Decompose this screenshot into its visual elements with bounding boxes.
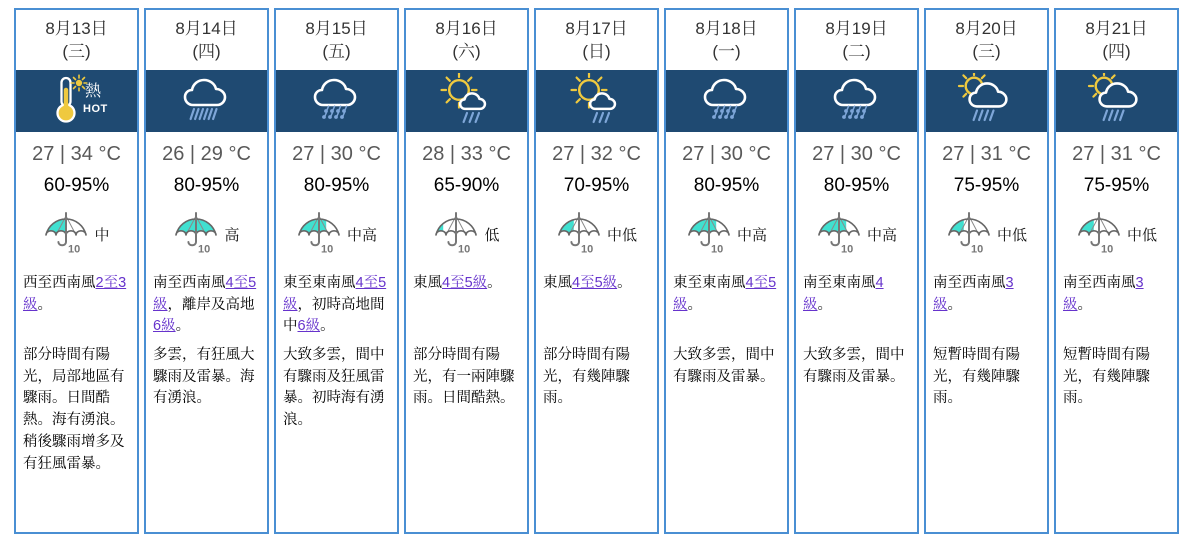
psr-row xyxy=(16,211,137,258)
psr-umbrella-icon xyxy=(296,211,342,258)
forecast-date xyxy=(536,10,657,70)
wind-text-segment: 。 xyxy=(687,296,702,313)
psr-level-label: 中低 xyxy=(1126,226,1157,244)
temperature-range: 27 | 32 °C xyxy=(552,142,641,165)
wind-text-segment: 。 xyxy=(175,318,191,335)
wind-description xyxy=(283,273,390,339)
wind-text-segment: 南至東南風 xyxy=(803,274,876,291)
forecast-date xyxy=(666,10,787,70)
wind-text-segment: 。 xyxy=(37,296,52,313)
forecast-day-card xyxy=(404,8,529,534)
psr-umbrella-graphic xyxy=(296,211,342,253)
wind-force-link[interactable]: 3級 xyxy=(933,274,1014,313)
psr-row xyxy=(146,211,267,258)
forecast-day-card xyxy=(924,8,1049,534)
cloudy-sun-shower-icon xyxy=(1077,73,1157,129)
wind-text-segment: ，離岸及高地 xyxy=(167,296,255,313)
date-text: 8月18日 xyxy=(695,19,758,38)
wind-force-link[interactable]: 4至5級 xyxy=(153,274,257,313)
date-text: 8月14日 xyxy=(175,19,238,38)
weather-icon-band xyxy=(146,70,267,132)
psr-level-label: 中低 xyxy=(606,226,637,244)
wind-description xyxy=(1063,273,1170,339)
psr-umbrella-icon xyxy=(946,211,992,258)
temperature-range: 27 | 30 °C xyxy=(682,142,771,165)
drizzle-icon xyxy=(687,73,767,129)
wind-force-link[interactable]: 4至5級 xyxy=(572,274,618,291)
temperature-range: 27 | 30 °C xyxy=(292,142,381,165)
wind-text-segment: 。 xyxy=(947,296,962,313)
drizzle-icon xyxy=(687,73,767,129)
forecast-day-card xyxy=(274,8,399,534)
svg-text:10: 10 xyxy=(970,243,984,253)
weather-description: 大致多雲，間中有驟雨及狂風雷暴。初時海有湧浪。 xyxy=(283,346,385,429)
date-text: 8月19日 xyxy=(825,19,888,38)
forecast-date xyxy=(406,10,527,70)
humidity-range: 75-95% xyxy=(953,174,1020,196)
cloudy-sun-shower-icon xyxy=(947,73,1027,129)
weather-description: 大致多雲，間中有驟雨及雷暴。 xyxy=(803,346,905,385)
psr-umbrella-graphic xyxy=(1076,211,1122,253)
wind-text-segment: 東風 xyxy=(543,274,572,291)
drizzle-icon xyxy=(297,73,377,129)
humidity-range: 65-90% xyxy=(433,174,500,196)
weather-description: 多雲，有狂風大驟雨及雷暴。海有湧浪。 xyxy=(153,346,255,407)
temperature-range: 27 | 34 °C xyxy=(32,142,121,165)
date-text: 8月21日 xyxy=(1085,19,1148,38)
weather-icon-band xyxy=(666,70,787,132)
psr-umbrella-graphic xyxy=(173,211,219,253)
hot-icon xyxy=(37,73,117,129)
date-text: 8月15日 xyxy=(305,19,368,38)
svg-text:10: 10 xyxy=(68,243,81,253)
psr-row xyxy=(1056,211,1177,258)
svg-text:10: 10 xyxy=(840,243,854,253)
psr-umbrella-graphic xyxy=(686,211,732,253)
wind-description xyxy=(933,273,1040,339)
wind-force-link[interactable]: 4至5級 xyxy=(442,274,488,291)
humidity-range: 60-95% xyxy=(43,174,110,196)
temperature-range: 28 | 33 °C xyxy=(422,142,511,165)
weather-icon-band xyxy=(536,70,657,132)
weather-description: 短暫時間有陽光，有幾陣驟雨。 xyxy=(933,346,1020,407)
svg-text:HOT: HOT xyxy=(82,102,108,115)
wind-description xyxy=(803,273,910,339)
wind-force-link[interactable]: 6級 xyxy=(297,318,321,335)
wind-text-segment: 。 xyxy=(1077,296,1092,313)
weather-icon-band xyxy=(1056,70,1177,132)
drizzle-icon xyxy=(297,73,377,129)
wind-description xyxy=(413,273,520,339)
weather-description: 部分時間有陽光，有幾陣驟雨。 xyxy=(543,346,630,407)
psr-level-label: 低 xyxy=(484,226,500,244)
wind-description xyxy=(543,273,650,339)
sun-shower-icon xyxy=(427,73,507,129)
temperature-range: 26 | 29 °C xyxy=(162,142,251,165)
temperature-range: 27 | 30 °C xyxy=(812,142,901,165)
wind-force-link[interactable]: 4級 xyxy=(803,274,884,313)
psr-umbrella-graphic xyxy=(433,211,479,253)
humidity-range: 80-95% xyxy=(693,174,760,196)
temperature-range: 27 | 31 °C xyxy=(942,142,1031,165)
forecast-day-card xyxy=(1054,8,1179,534)
psr-level-label: 中 xyxy=(94,226,110,244)
weekday-text: (六) xyxy=(452,41,481,61)
psr-umbrella-icon xyxy=(433,211,479,258)
psr-umbrella-graphic xyxy=(816,211,862,253)
rain-icon xyxy=(167,73,247,129)
weather-icon-band xyxy=(16,70,137,132)
forecast-date xyxy=(1056,10,1177,70)
wind-force-link[interactable]: 4至5級 xyxy=(673,274,777,313)
forecast-day-card xyxy=(534,8,659,534)
psr-row xyxy=(276,211,397,258)
weekday-text: (三) xyxy=(972,41,1001,61)
weather-description: 部分時間有陽光，有一兩陣驟雨。日間酷熱。 xyxy=(413,346,515,407)
psr-umbrella-graphic xyxy=(556,211,602,253)
wind-text-segment: 西至西南風 xyxy=(23,274,96,291)
svg-text:10: 10 xyxy=(1100,243,1114,253)
wind-text-segment: 。 xyxy=(320,318,335,335)
wind-text-segment: 南至西南風 xyxy=(1063,274,1136,291)
forecast-date xyxy=(276,10,397,70)
sun-shower-icon xyxy=(427,73,507,129)
psr-umbrella-icon xyxy=(556,211,602,258)
svg-text:10: 10 xyxy=(580,243,594,253)
weekday-text: (二) xyxy=(842,41,871,61)
forecast-day-card xyxy=(664,8,789,534)
psr-umbrella-icon xyxy=(686,211,732,258)
weekday-text: (日) xyxy=(582,41,611,61)
weather-icon-band xyxy=(796,70,917,132)
wind-force-link[interactable]: 2至3級 xyxy=(23,274,127,313)
weekday-text: (三) xyxy=(62,41,91,61)
psr-level-label: 中高 xyxy=(736,226,767,244)
wind-text-segment: ，初時高地間中 xyxy=(283,296,385,335)
weather-description: 部分時間有陽光，局部地區有驟雨。日間酷熱。海有湧浪。稍後驟雨增多及有狂風雷暴。 xyxy=(23,346,125,472)
wind-text-segment: 東風 xyxy=(413,274,442,291)
psr-row xyxy=(666,211,787,258)
psr-row xyxy=(926,211,1047,258)
humidity-range: 70-95% xyxy=(563,174,630,196)
wind-text-segment: 東至東南風 xyxy=(283,274,356,291)
wind-text-segment: 。 xyxy=(617,274,632,291)
forecast-date xyxy=(796,10,917,70)
psr-umbrella-icon xyxy=(1076,211,1122,258)
wind-force-link[interactable]: 3級 xyxy=(1063,274,1144,313)
psr-row xyxy=(796,211,917,258)
psr-level-label: 高 xyxy=(224,226,240,244)
psr-umbrella-graphic xyxy=(43,211,89,253)
psr-umbrella-graphic xyxy=(946,211,992,253)
forecast-day-card xyxy=(144,8,269,534)
wind-text-segment: 南至西南風 xyxy=(153,274,226,291)
temperature-range: 27 | 31 °C xyxy=(1072,142,1161,165)
weekday-text: (五) xyxy=(322,41,351,61)
svg-text:10: 10 xyxy=(198,243,211,253)
weather-description: 短暫時間有陽光，有幾陣驟雨。 xyxy=(1063,346,1150,407)
humidity-range: 80-95% xyxy=(173,174,240,196)
psr-level-label: 中高 xyxy=(866,226,897,244)
sun-shower-icon xyxy=(557,73,637,129)
psr-umbrella-icon xyxy=(173,211,219,258)
forecast-date xyxy=(146,10,267,70)
psr-row xyxy=(536,211,657,258)
forecast-date xyxy=(926,10,1047,70)
rain-icon xyxy=(167,73,247,129)
humidity-range: 75-95% xyxy=(1083,174,1150,196)
weekday-text: (四) xyxy=(1102,41,1131,61)
wind-force-link[interactable]: 4至5級 xyxy=(283,274,387,313)
weather-description: 大致多雲，間中有驟雨及雷暴。 xyxy=(673,346,775,385)
wind-text-segment: 。 xyxy=(487,274,502,291)
psr-row xyxy=(406,211,527,258)
cloudy-sun-shower-icon xyxy=(1077,73,1157,129)
weather-icon-band xyxy=(276,70,397,132)
wind-description xyxy=(23,273,130,339)
weekday-text: (一) xyxy=(712,41,741,61)
forecast-day-card xyxy=(14,8,139,534)
hot-icon xyxy=(37,73,117,129)
date-text: 8月20日 xyxy=(955,19,1018,38)
humidity-range: 80-95% xyxy=(303,174,370,196)
drizzle-icon xyxy=(817,73,897,129)
psr-level-label: 中高 xyxy=(346,226,377,244)
psr-umbrella-icon xyxy=(43,211,89,258)
weather-icon-band xyxy=(406,70,527,132)
svg-text:10: 10 xyxy=(458,243,471,253)
forecast-date xyxy=(16,10,137,70)
wind-text-segment: 。 xyxy=(817,296,832,313)
psr-umbrella-icon xyxy=(816,211,862,258)
weekday-text: (四) xyxy=(192,41,221,61)
forecast-day-card xyxy=(794,8,919,534)
drizzle-icon xyxy=(817,73,897,129)
wind-description xyxy=(673,273,780,339)
wind-text-segment: 東至東南風 xyxy=(673,274,746,291)
weather-icon-band xyxy=(926,70,1047,132)
date-text: 8月13日 xyxy=(45,19,108,38)
svg-text:10: 10 xyxy=(710,243,724,253)
date-text: 8月16日 xyxy=(435,19,498,38)
svg-text:熱: 熱 xyxy=(84,82,101,100)
cloudy-sun-shower-icon xyxy=(947,73,1027,129)
svg-text:10: 10 xyxy=(320,243,334,253)
humidity-range: 80-95% xyxy=(823,174,890,196)
wind-force-link[interactable]: 6級 xyxy=(153,318,176,335)
date-text: 8月17日 xyxy=(565,19,628,38)
sun-shower-icon xyxy=(557,73,637,129)
psr-level-label: 中低 xyxy=(996,226,1027,244)
wind-description xyxy=(153,273,260,339)
wind-text-segment: 南至西南風 xyxy=(933,274,1006,291)
